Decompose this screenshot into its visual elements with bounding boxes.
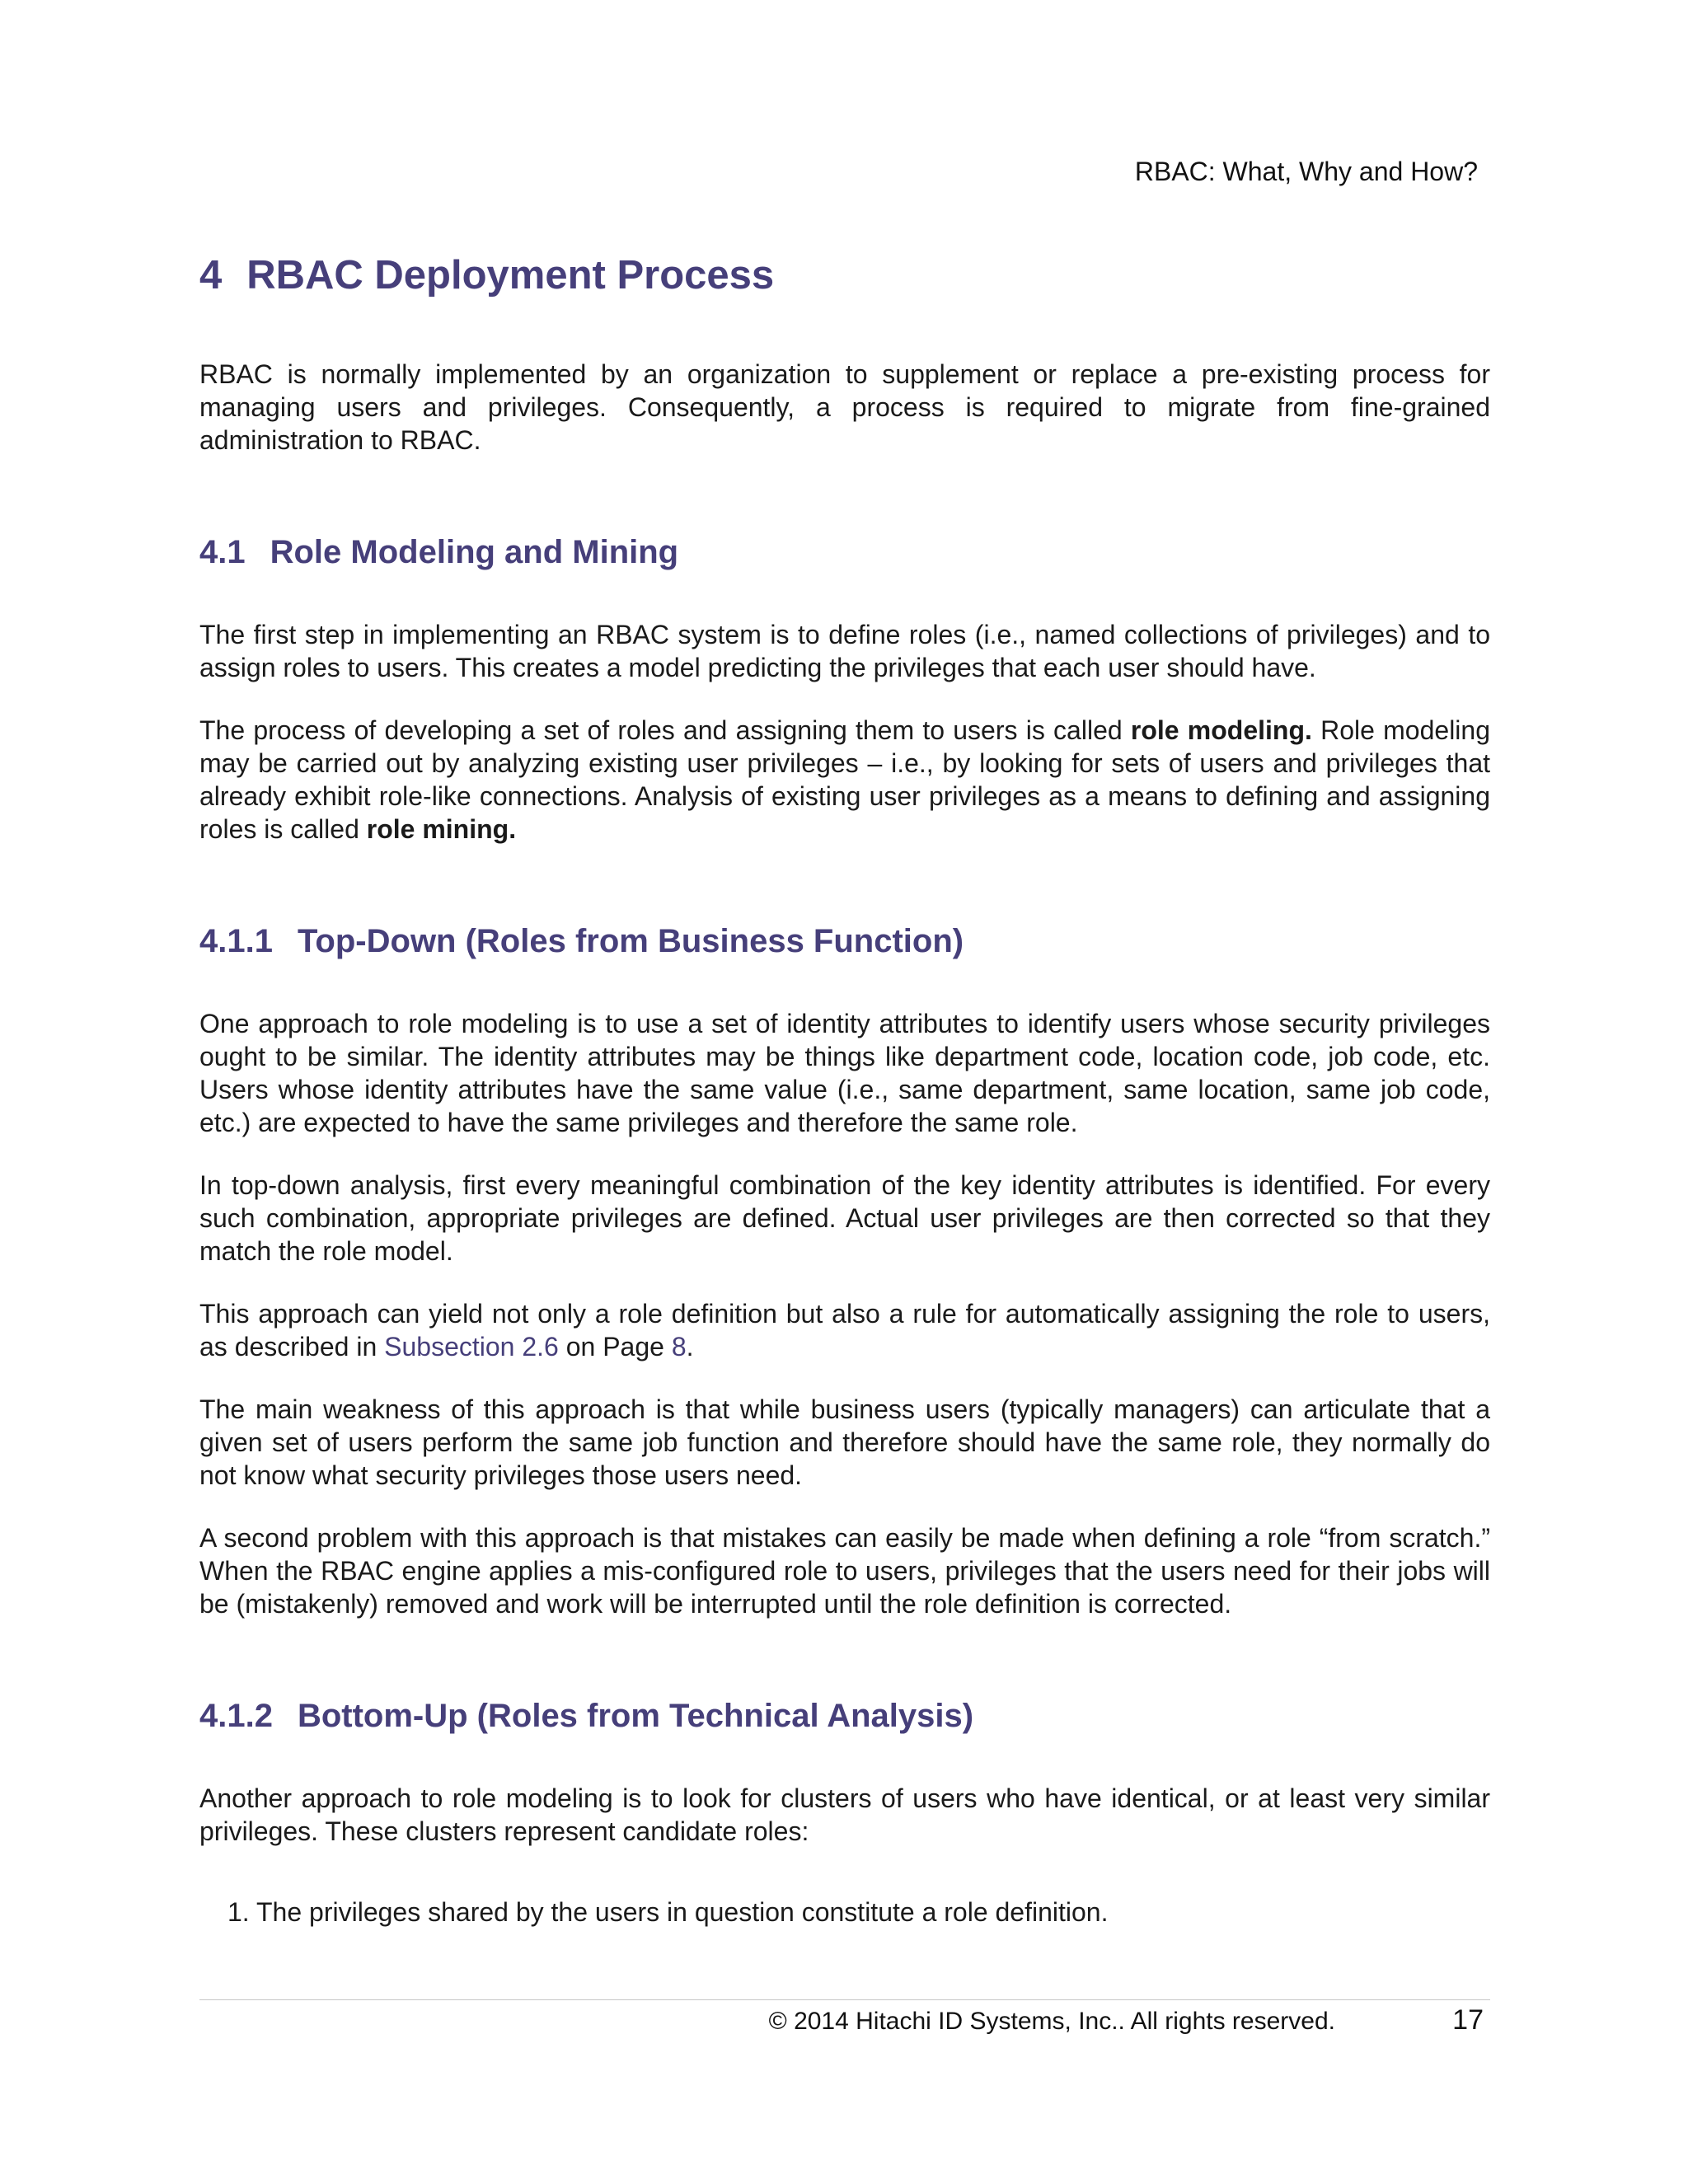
page-reference-link[interactable]: 8 [671,1331,687,1361]
section-number: 4 [199,253,223,298]
page-number: 17 [1452,2004,1484,2036]
subsubsection-heading-4-1-2 [199,1696,1490,1736]
page-content [199,251,1490,1929]
subsubsection-number: 4.1.2 [199,1697,273,1734]
list-item-text: The privileges shared by the users in question constitute a role definition. [256,1896,1109,1927]
subsection-number: 4.1 [199,533,246,570]
list-item [199,1896,1490,1929]
section-heading [199,251,1490,300]
section-title: RBAC Deployment Process [246,253,775,298]
paragraph-4-1-1-fifth: A second problem with this approach is that mistakes can easily be made when defining a role “from scratch.” When the RBAC engine applies a mis-configured role to users, privileges that the users need for their jobs will be (mistakenly) removed and work will be interrupted until the role definition is corrected. [199,1522,1490,1619]
paragraph-4-1-1-fourth: The main weakness of this approach is that while business users (typically managers) can articulate that a given set of users perform the same job function and therefore should have the same role, they normally do not know what security privileges those users need. [199,1394,1490,1490]
running-header: RBAC: What, Why and How? [1134,157,1478,186]
subsubsection-title: Top-Down (Roles from Business Function) [297,922,964,959]
paragraph-4-1-1-third: This approach can yield not only a role definition but also a rule for automatically assigning the role to users, as described in Subsection 2.6 on Page 8. [199,1298,1490,1361]
list-marker: 1. [227,1896,250,1927]
subsubsection-number: 4.1.1 [199,922,273,959]
paragraph-4-1-1-first: One approach to role modeling is to use a set of identity attributes to identify users whose security privileges ought to be similar. The identity attributes may be things like department code, location code, job code, etc. Users whose identity attributes have the same value (i.e., same department, same location, same job code, etc.) are expected to have the same privileges and therefore the same role. [199,1008,1490,1137]
numbered-list [199,1896,1490,1929]
term-role-modeling: role modeling. [1130,715,1312,745]
paragraph-4-1-1-second: In top-down analysis, first every meaningful combination of the key identity attributes is identified. For every such combination, appropriate privileges are defined. Actual user privileges are then corrected so that they match the role model. [199,1169,1490,1266]
subsection-heading-4-1 [199,532,1490,572]
subsection-title: Role Modeling and Mining [270,533,679,570]
paragraph-4-1-first: The first step in implementing an RBAC system is to define roles (i.e., named collections of privileges) and to assign roles to users. This creates a model predicting the privileges that each user should have. [199,619,1490,682]
subsubsection-title: Bottom-Up (Roles from Technical Analysis) [297,1697,974,1734]
paragraph-4-1-2-first: Another approach to role modeling is to look for clusters of users who have identical, or at least very similar privileges. These clusters represent candidate roles: [199,1783,1490,1846]
subsubsection-heading-4-1-1 [199,921,1490,961]
term-role-mining: role mining. [366,813,517,844]
section-intro-paragraph: RBAC is normally implemented by an organization to supplement or replace a pre-existing process for managing users and privileges. Consequently, a process is required to migrate from fine-grained administration to RBAC. [199,359,1490,455]
footer-copyright: © 2014 Hitachi ID Systems, Inc.. All rights reserved. [768,2008,1335,2035]
subsection-reference-link[interactable]: Subsection 2.6 [384,1331,559,1361]
paragraph-4-1-second: The process of developing a set of roles and assigning them to users is called role modeling. Role modeling may be carried out by analyzing existing user privileges – i.e., by looking for sets of users and privileges that already exhibit role-like connections. Analysis of existing user privileges as a means to defining and assigning roles is called role mining. [199,715,1490,844]
footer-divider [199,1999,1490,2000]
